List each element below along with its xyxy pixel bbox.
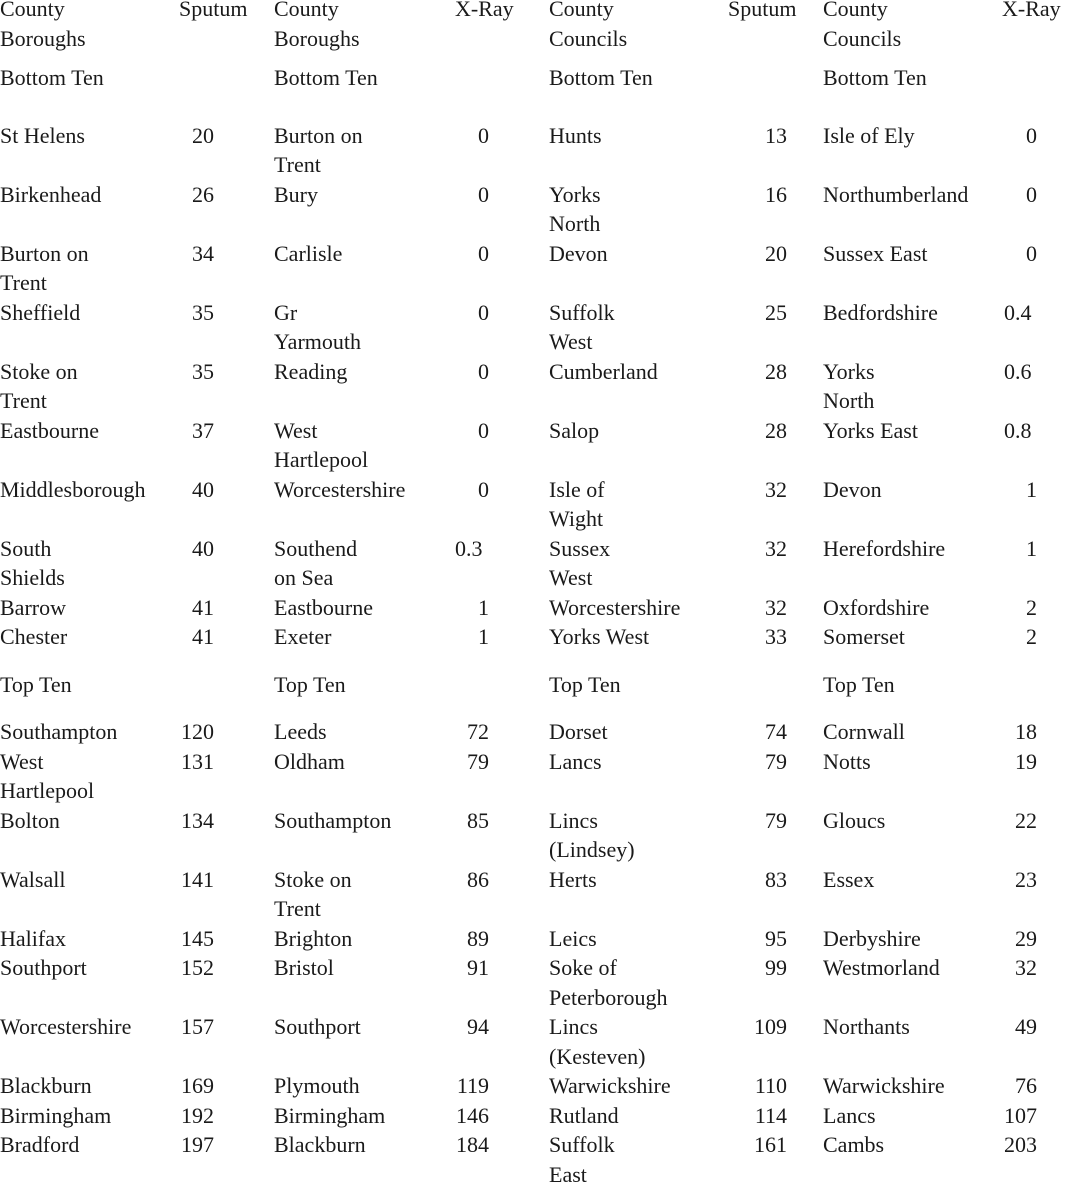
column-header-value: X-Ray: [1002, 0, 1061, 21]
table-cell-area: Somerset: [823, 624, 905, 649]
table-cell-area: Yorks East: [823, 417, 918, 443]
table-cell-value: 89: [467, 925, 489, 951]
table-cell-area: Birkenhead: [0, 181, 102, 207]
table-cell-area: Rutland: [549, 1102, 619, 1128]
table-cell-value: 2: [1026, 624, 1037, 649]
table-cell-area: Southend on Sea: [274, 535, 358, 590]
table-cell-value: 0: [478, 476, 489, 502]
table-cell-area: Middlesborough: [0, 476, 146, 502]
section-spacer: [724, 652, 823, 718]
table-cell-value: 2: [1026, 594, 1037, 620]
table-cell-value: 99: [765, 955, 787, 980]
table-cell-value: 28: [765, 358, 787, 384]
table-cell-area: Devon: [823, 476, 882, 502]
section-label: Top Ten: [0, 671, 72, 697]
table-cell-value: 0: [478, 417, 489, 443]
table-cell-area: Leeds: [274, 719, 327, 744]
table-cell-area: Southport: [0, 955, 87, 980]
table-cell-value: 184: [456, 1132, 489, 1157]
table-cell-value: 0: [478, 122, 489, 148]
table-cell-value: 120: [181, 719, 214, 744]
section-spacer: [175, 53, 274, 121]
table-cell-value: 32: [1015, 955, 1037, 980]
table-cell-area: Gr Yarmouth: [274, 299, 362, 354]
table-cell-value: 79: [765, 748, 787, 774]
table-cell-area: Leics: [549, 925, 597, 951]
table-cell-area: Southampton: [0, 719, 118, 744]
table-cell-area: Blackburn: [274, 1132, 366, 1157]
table-cell-value: 0.8: [1004, 417, 1032, 443]
table-cell-area: Birmingham: [274, 1102, 386, 1128]
table-cell-area: Suffolk East: [549, 1132, 615, 1187]
table-cell-value: 37: [192, 417, 214, 443]
table-cell-area: Yorks North: [823, 358, 875, 413]
table-cell-value: 76: [1015, 1073, 1037, 1098]
table-cell-value: 22: [1015, 807, 1037, 833]
table-cell-value: 35: [192, 358, 214, 384]
section-spacer: [449, 53, 549, 121]
table-cell-value: 13: [765, 122, 787, 148]
table-cell-area: Bristol: [274, 955, 334, 980]
table-cell-area: Essex: [823, 866, 875, 892]
table-cell-area: West Hartlepool: [0, 748, 95, 803]
table-cell-area: Brighton: [274, 925, 353, 951]
table-cell-area: Bolton: [0, 807, 60, 833]
table-cell-area: Halifax: [0, 925, 66, 951]
table-cell-area: Eastbourne: [274, 594, 373, 620]
table-cell-value: 32: [765, 476, 787, 502]
column-header-value: Sputum: [728, 0, 797, 21]
table-cell-value: 26: [192, 181, 214, 207]
table-cell-value: 0: [478, 240, 489, 266]
table-cell-area: Carlisle: [274, 240, 343, 266]
table-cell-value: 1: [1026, 476, 1037, 502]
table-cell-value: 114: [754, 1102, 787, 1128]
table-cell-value: 35: [192, 299, 214, 325]
table-cell-area: Isle of Wight: [549, 476, 605, 531]
table-cell-value: 0: [478, 299, 489, 325]
table-cell-value: 0.4: [1004, 299, 1032, 325]
table-cell-area: Derbyshire: [823, 925, 921, 951]
column-header-area: County Councils: [549, 0, 628, 51]
table-cell-value: 161: [754, 1132, 787, 1157]
table-cell-value: 157: [181, 1014, 214, 1039]
table-cell-area: Gloucs: [823, 807, 886, 833]
table-cell-value: 74: [765, 719, 787, 744]
table-cell-value: 0: [1026, 122, 1037, 148]
table-cell-area: Sussex East: [823, 240, 928, 266]
table-cell-area: Isle of Ely: [823, 122, 915, 148]
table-cell-area: Dorset: [549, 719, 608, 744]
table-cell-area: Bradford: [0, 1132, 80, 1157]
table-cell-value: 25: [765, 299, 787, 325]
table-cell-area: Southampton: [274, 807, 392, 833]
table-cell-value: 192: [181, 1102, 214, 1128]
table-cell-area: Bury: [274, 181, 318, 207]
table-cell-value: 18: [1015, 719, 1037, 744]
table-cell-value: 131: [181, 748, 214, 774]
table-cell-value: 107: [1004, 1102, 1037, 1128]
table-cell-area: Suffolk West: [549, 299, 615, 354]
table-cell-area: Warwickshire: [549, 1073, 671, 1098]
section-spacer: [998, 652, 1067, 718]
table-cell-value: 119: [456, 1073, 489, 1098]
table-cell-area: Birmingham: [0, 1102, 112, 1128]
table-cell-area: Southport: [274, 1014, 361, 1039]
table-cell-area: Warwickshire: [823, 1073, 945, 1098]
table-cell-area: Lancs: [549, 748, 602, 774]
table-cell-area: Worcestershire: [549, 594, 681, 620]
section-spacer: [724, 53, 823, 121]
table-cell-area: Soke of Peterborough: [549, 955, 668, 1010]
table-cell-value: 79: [467, 748, 489, 774]
table-cell-value: 0: [478, 181, 489, 207]
table-cell-value: 34: [192, 240, 214, 266]
table-cell-area: Westmorland: [823, 955, 940, 980]
table-cell-area: Bedfordshire: [823, 299, 938, 325]
table-cell-area: South Shields: [0, 535, 65, 590]
table-cell-area: Stoke on Trent: [0, 358, 78, 413]
table-cell-value: 29: [1015, 925, 1037, 951]
table-cell-area: Lincs (Lindsey): [549, 807, 635, 862]
table-cell-value: 16: [765, 181, 787, 207]
table-cell-area: Yorks North: [549, 181, 601, 236]
table-cell-area: Blackburn: [0, 1073, 92, 1098]
section-label: Bottom Ten: [0, 65, 104, 90]
table-cell-value: 49: [1015, 1014, 1037, 1039]
table-cell-value: 1: [1026, 535, 1037, 561]
table-cell-area: Notts: [823, 748, 871, 774]
table-cell-value: 0.6: [1004, 358, 1032, 384]
section-spacer: [175, 652, 274, 718]
table-cell-value: 41: [192, 624, 214, 649]
table-cell-value: 19: [1015, 748, 1037, 774]
table-cell-value: 0: [478, 358, 489, 384]
table-cell-value: 0: [1026, 240, 1037, 266]
table-cell-value: 145: [181, 925, 214, 951]
table-cell-value: 0: [1026, 181, 1037, 207]
table-cell-value: 20: [192, 122, 214, 148]
table-cell-area: Sussex West: [549, 535, 611, 590]
table-cell-area: Cumberland: [549, 358, 658, 384]
table-cell-value: 169: [181, 1073, 214, 1098]
column-header-value: Sputum: [179, 0, 248, 21]
table-cell-area: Yorks West: [549, 624, 650, 649]
table-cell-area: Herefordshire: [823, 535, 946, 561]
table-cell-area: Worcestershire: [0, 1014, 132, 1039]
table-cell-value: 79: [765, 807, 787, 833]
table-cell-value: 94: [467, 1014, 489, 1039]
table-cell-area: Barrow: [0, 594, 66, 620]
column-header-value: X-Ray: [455, 0, 514, 21]
table-cell-area: Lancs: [823, 1102, 876, 1128]
table-cell-value: 109: [754, 1014, 787, 1039]
table-cell-area: Stoke on Trent: [274, 866, 352, 921]
section-spacer: [449, 652, 549, 718]
column-header-area: County Boroughs: [0, 0, 86, 51]
section-label: Bottom Ten: [274, 65, 378, 90]
table-cell-area: Oldham: [274, 748, 345, 774]
table-cell-value: 72: [467, 719, 489, 744]
table-cell-value: 110: [754, 1073, 787, 1098]
table-cell-value: 0.3: [455, 535, 483, 561]
table-cell-area: Chester: [0, 624, 68, 649]
table-cell-value: 40: [192, 476, 214, 502]
table-cell-value: 203: [1004, 1132, 1037, 1157]
table-cell-area: Oxfordshire: [823, 594, 930, 620]
table-cell-area: St Helens: [0, 122, 85, 148]
table-cell-area: Lincs (Kesteven): [549, 1014, 646, 1069]
table-cell-area: Worcestershire: [274, 476, 406, 502]
section-label: Top Ten: [823, 671, 895, 697]
table-cell-area: Salop: [549, 417, 600, 443]
section-spacer: [998, 53, 1067, 121]
section-label: Bottom Ten: [549, 65, 653, 90]
table-cell-value: 134: [181, 807, 214, 833]
table-cell-value: 141: [181, 866, 214, 892]
table-cell-value: 32: [765, 535, 787, 561]
table-cell-area: Hunts: [549, 122, 602, 148]
column-header-area: County Councils: [823, 0, 902, 51]
table-cell-value: 20: [765, 240, 787, 266]
table-cell-value: 33: [765, 624, 787, 649]
table-cell-area: Sheffield: [0, 299, 81, 325]
table-cell-value: 85: [467, 807, 489, 833]
table-cell-value: 86: [467, 866, 489, 892]
table-cell-value: 152: [181, 955, 214, 980]
table-cell-value: 197: [181, 1132, 214, 1157]
table-cell-area: Reading: [274, 358, 348, 384]
table-cell-value: 23: [1015, 866, 1037, 892]
table-cell-area: Cornwall: [823, 719, 905, 744]
table-cell-value: 91: [467, 955, 489, 980]
table-cell-value: 146: [456, 1102, 489, 1128]
table-cell-area: West Hartlepool: [274, 417, 369, 472]
table-cell-area: Northants: [823, 1014, 910, 1039]
table-cell-area: Burton on Trent: [0, 240, 89, 295]
table-cell-area: Plymouth: [274, 1073, 360, 1098]
table-cell-area: Devon: [549, 240, 608, 266]
section-label: Top Ten: [549, 671, 621, 697]
table-cell-area: Walsall: [0, 866, 66, 892]
section-label: Bottom Ten: [823, 65, 927, 90]
table-cell-area: Eastbourne: [0, 417, 99, 443]
table-cell-area: Herts: [549, 866, 597, 892]
table-cell-area: Exeter: [274, 624, 332, 649]
table-cell-value: 40: [192, 535, 214, 561]
table-cell-area: Cambs: [823, 1132, 885, 1157]
table-cell-value: 32: [765, 594, 787, 620]
table-cell-area: Burton on Trent: [274, 122, 363, 177]
section-label: Top Ten: [274, 671, 346, 697]
table-cell-value: 1: [478, 624, 489, 649]
table-cell-value: 1: [478, 594, 489, 620]
table-cell-value: 83: [765, 866, 787, 892]
table-cell-area: Northumberland: [823, 181, 969, 207]
column-header-area: County Boroughs: [274, 0, 360, 51]
table-cell-value: 28: [765, 417, 787, 443]
table-cell-value: 95: [765, 925, 787, 951]
table-cell-value: 41: [192, 594, 214, 620]
